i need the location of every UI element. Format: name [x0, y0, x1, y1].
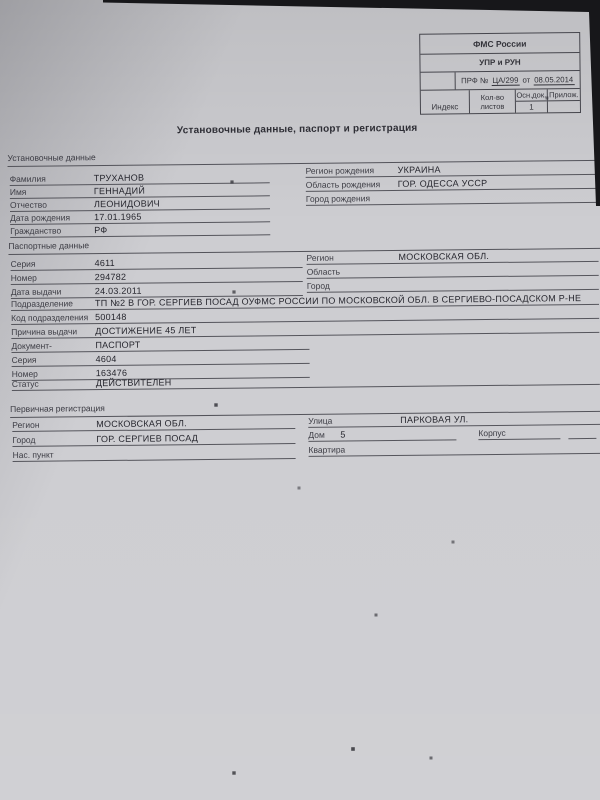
- blank-line-segment: [568, 424, 596, 439]
- field-value: ДЕЙСТВИТЕЛЕН: [95, 377, 172, 389]
- field-label: Код подразделения: [11, 312, 89, 324]
- field-label: Регион: [306, 252, 334, 263]
- personal-right-column: [306, 161, 598, 206]
- fms-org-cell: ФМС России: [420, 33, 579, 55]
- field-value: 500148: [95, 311, 127, 323]
- counts-row: [421, 89, 580, 114]
- field-value: ГЕННАДИЙ: [93, 185, 146, 197]
- page-title: Установочные данные, паспорт и регистрация: [176, 122, 418, 137]
- field-label: Фамилия: [9, 173, 46, 185]
- field-label: Серия: [11, 354, 37, 366]
- field-value: ДОСТИЖЕНИЕ 45 ЛЕТ: [95, 325, 197, 337]
- field-value: ПАСПОРТ: [95, 339, 141, 351]
- field-value: 4604: [95, 353, 117, 365]
- field-settlement: [12, 444, 295, 462]
- passport-right-column: [306, 248, 598, 293]
- prf-ot: от: [522, 75, 531, 85]
- field-value: УКРАИНА: [397, 164, 441, 175]
- paper-specks: [0, 0, 2, 2]
- prf-label: ПРФ №: [461, 76, 489, 86]
- field-value: 294782: [94, 271, 127, 283]
- field-value: ЛЕОНИДОВИЧ: [93, 198, 160, 210]
- section-heading-registration: Первичная регистрация: [10, 398, 600, 418]
- field-label: Город: [12, 434, 36, 446]
- main-doc-header: Осн.док.: [516, 89, 547, 101]
- field-value: 5: [340, 429, 346, 440]
- field-label: Статус: [11, 378, 39, 390]
- prf-row: [421, 71, 580, 91]
- registration-right-column: [308, 410, 600, 457]
- field-house: [308, 425, 456, 442]
- field-label: Имя: [9, 186, 27, 198]
- field-label: Нас. пункт: [12, 449, 54, 461]
- field-label: Гражданство: [10, 225, 62, 237]
- field-birth-city: [306, 189, 598, 206]
- field-value: МОСКОВСКАЯ ОБЛ.: [398, 251, 490, 262]
- field-label: Область: [306, 266, 341, 277]
- field-value: РФ: [94, 225, 108, 236]
- sheets-label-line2: листов: [480, 101, 505, 111]
- passport-left-column: [10, 254, 302, 299]
- prf-date: 08.05.2014: [534, 74, 574, 85]
- field-label: Номер: [11, 368, 38, 380]
- field-label: Город рождения: [305, 193, 371, 204]
- prf-cell: [456, 71, 580, 89]
- field-label: Регион рождения: [305, 165, 375, 176]
- field-label: Подразделение: [10, 298, 73, 310]
- fms-header-table: [419, 32, 581, 115]
- field-value: ПАРКОВАЯ УЛ.: [400, 414, 469, 425]
- field-label: Серия: [10, 258, 36, 270]
- field-value: ГОР. ОДЕССА УССР: [397, 178, 488, 189]
- sheets-count-cell: [470, 90, 516, 113]
- field-citizenship: [10, 222, 270, 238]
- passport-document-rows: [11, 336, 309, 381]
- field-value: ТП №2 В ГОР. СЕРГИЕВ ПОСАД ОУФМС РОССИИ ПО МОСКОВСКОЙ ОБЛ. В СЕРГИЕВО-ПОСАДСКОМ Р-НЕ: [94, 293, 582, 309]
- field-korpus: [478, 424, 560, 440]
- field-label: Документ-: [11, 340, 53, 352]
- field-label: Квартира: [308, 444, 346, 455]
- main-doc-value: 1: [529, 102, 534, 112]
- fms-dept-cell: УПР и РУН: [420, 53, 579, 73]
- personal-left-column: [10, 170, 271, 238]
- field-value: МОСКОВСКАЯ ОБЛ.: [96, 418, 187, 430]
- field-label: Номер: [10, 272, 37, 284]
- sheets-label-line1: Кол-во: [480, 92, 505, 102]
- field-label: Город: [306, 280, 330, 291]
- field-label: Область рождения: [305, 179, 381, 190]
- field-label: Корпус: [478, 427, 506, 439]
- registration-left-column: [12, 414, 295, 462]
- field-label: Дата выдачи: [10, 286, 62, 298]
- line-gap: [456, 426, 478, 440]
- field-value: ГОР. СЕРГИЕВ ПОСАД: [96, 433, 199, 445]
- line-gap: [560, 425, 568, 439]
- field-label: Причина выдачи: [11, 326, 78, 338]
- prf-number: ЦА/299: [492, 75, 519, 85]
- field-value: 17.01.1965: [94, 211, 142, 223]
- field-value: ТРУХАНОВ: [93, 172, 145, 184]
- section-heading-personal: Установочные данные: [7, 147, 600, 167]
- attachment-header: Прилож.: [548, 89, 580, 101]
- field-label: Регион: [12, 419, 40, 431]
- attachment-value: [548, 101, 580, 112]
- prf-spacer-cell: [421, 72, 456, 89]
- field-value: 163476: [95, 367, 128, 379]
- field-value: 24.03.2011: [94, 285, 142, 297]
- main-doc-cell: [516, 89, 548, 112]
- passport-fullwidth-rows: [11, 291, 599, 339]
- field-label: Улица: [308, 415, 333, 426]
- section-heading-passport: Паспортные данные: [8, 235, 600, 255]
- field-value: 4611: [94, 257, 115, 269]
- field-label: Дом: [308, 429, 325, 440]
- field-label: Дата рождения: [10, 212, 71, 224]
- attachment-cell: [548, 89, 580, 112]
- field-apartment: [308, 439, 600, 457]
- index-cell: Индекс: [421, 90, 470, 114]
- field-label: Отчество: [9, 199, 47, 211]
